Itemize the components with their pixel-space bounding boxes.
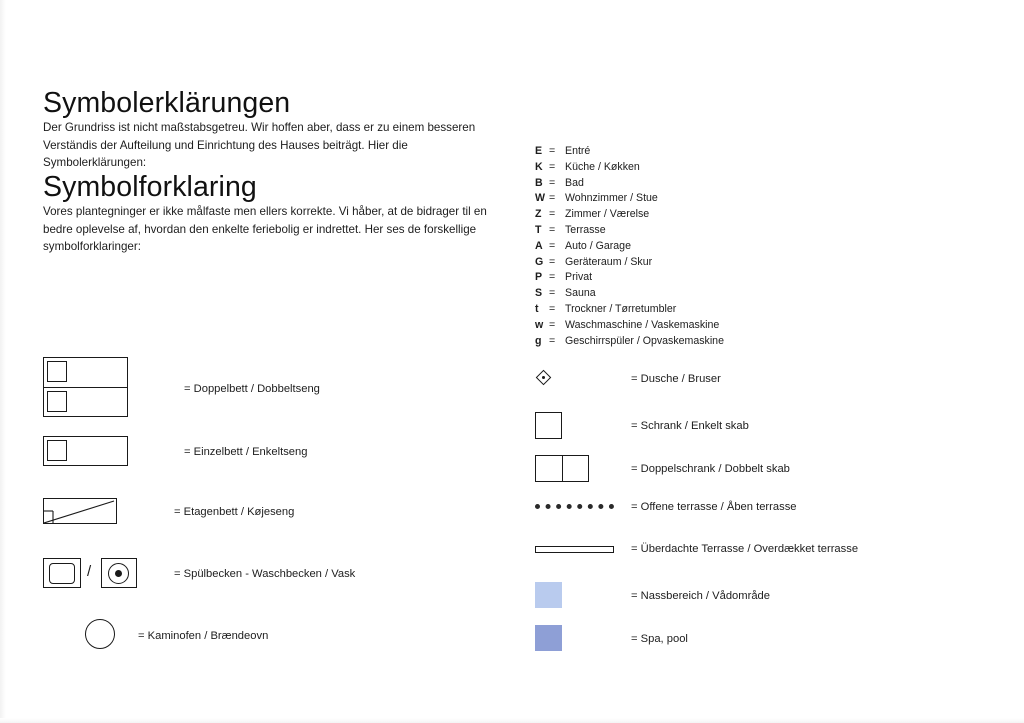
abbreviation-key: B	[535, 176, 543, 189]
legend-item-label: = Nassbereich / Vådområde	[631, 590, 770, 602]
abbreviation-key: E	[535, 145, 543, 157]
abbreviation-equals: =	[549, 176, 556, 189]
spa-pool-swatch-icon	[535, 625, 562, 651]
abbreviation-row	[535, 177, 865, 193]
abbreviation-row	[535, 161, 865, 177]
abbreviation-value: Waschmaschine / Vaskemaskine	[565, 318, 720, 331]
abbreviation-value: Trockner / Tørretumbler	[565, 302, 677, 315]
sink-basin-shape	[49, 563, 75, 584]
sink-washbasin-icon	[43, 558, 163, 592]
page-title-german: Symbolerklärungen	[43, 87, 291, 119]
pillow-shape	[47, 440, 67, 461]
abbreviation-row	[535, 240, 865, 256]
abbreviation-key: K	[535, 160, 543, 173]
shower-drain-shape	[542, 376, 545, 379]
abbreviation-key: A	[535, 239, 543, 252]
single-bed-icon	[43, 436, 128, 466]
pillow-shape	[47, 361, 67, 382]
abbreviation-equals: =	[549, 239, 556, 252]
legend-item-label: = Offene terrasse / Åben terrasse	[631, 501, 797, 513]
abbreviation-value: Geräteraum / Skur	[565, 255, 653, 268]
abbreviation-value: Küche / Køkken	[565, 160, 640, 173]
abbreviation-value: Geschirrspüler / Opvaskemaskine	[565, 334, 724, 347]
cabinet-divider-line	[562, 456, 563, 481]
abbreviation-key: P	[535, 271, 543, 284]
intro-paragraph-danish: Vores plantegninger er ikke målfaste men ellers korrekte. Vi håber, at de bidrager til en bedre oplevelse af, hvordan den enkelte feriebolig er indrettet. Her ses de forskellige symbolforklaringer:	[43, 205, 487, 254]
abbreviation-row	[535, 287, 865, 303]
legend-item-label: = Spa, pool	[631, 633, 688, 645]
legend-item-label: = Etagenbett / Køjeseng	[174, 506, 295, 518]
shower-icon	[538, 372, 553, 387]
abbreviation-key: S	[535, 287, 543, 300]
bunk-bed-icon	[43, 498, 117, 524]
intro-paragraph-german: Der Grundriss ist nicht maßstabsgetreu. Wir hoffen aber, dass er zu einem besseren Verständis der Aufteilung und Einrichtung des Hauses beiträgt. Hier die Symbolerklärungen:	[43, 121, 476, 170]
abbreviation-value: Terrasse	[565, 223, 606, 236]
abbreviation-equals: =	[549, 287, 556, 300]
double-cabinet-icon	[535, 455, 589, 482]
abbreviation-equals: =	[549, 318, 556, 331]
abbreviation-equals: =	[549, 302, 556, 315]
pillow-shape	[47, 391, 67, 412]
abbreviation-equals: =	[549, 255, 556, 268]
abbreviation-value: Entré	[565, 145, 591, 157]
abbreviation-key: W	[535, 192, 545, 205]
abbreviation-row	[535, 145, 865, 161]
abbreviation-value: Sauna	[565, 287, 596, 300]
single-cabinet-icon	[535, 412, 562, 439]
page-edge-left	[0, 0, 6, 723]
abbreviation-key: Z	[535, 208, 542, 221]
abbreviation-equals: =	[549, 208, 556, 221]
abbreviation-row	[535, 256, 865, 272]
fireplace-icon	[85, 619, 115, 649]
abbreviation-list	[535, 145, 865, 350]
legend-item-label: = Schrank / Enkelt skab	[631, 420, 749, 432]
abbreviation-row	[535, 224, 865, 240]
abbreviation-key: w	[535, 318, 544, 331]
legend-item-label: = Einzelbett / Enkeltseng	[184, 446, 308, 458]
abbreviation-equals: =	[549, 145, 556, 157]
abbreviation-key: g	[535, 334, 542, 347]
abbreviation-value: Bad	[565, 176, 584, 189]
covered-terrace-icon	[535, 546, 614, 553]
double-bed-icon	[43, 357, 128, 417]
abbreviation-row	[535, 192, 865, 208]
bunk-bed-diagonal	[44, 499, 117, 524]
abbreviation-row	[535, 271, 865, 287]
abbreviation-value: Wohnzimmer / Stue	[565, 192, 658, 205]
abbreviation-key: t	[535, 302, 539, 315]
abbreviation-value: Zimmer / Værelse	[565, 208, 650, 221]
legend-item-label: = Kaminofen / Brændeovn	[138, 630, 269, 642]
legend-item-label: = Spülbecken - Waschbecken / Vask	[174, 568, 356, 580]
abbreviation-equals: =	[549, 160, 556, 173]
legend-item-label: = Überdachte Terrasse / Overdækket terrasse	[631, 543, 859, 555]
separator-slash: /	[87, 563, 92, 580]
abbreviation-equals: =	[549, 271, 556, 284]
bed-divider-line	[44, 387, 127, 388]
abbreviation-row	[535, 335, 865, 351]
abbreviation-value: Privat	[565, 271, 593, 284]
washbasin-drain-shape	[115, 570, 122, 577]
page-title-danish: Symbolforklaring	[43, 170, 257, 203]
abbreviation-key: T	[535, 223, 542, 236]
sink-icon	[43, 558, 81, 588]
intro-text-block	[43, 88, 503, 256]
abbreviation-key: G	[535, 255, 544, 268]
abbreviation-row	[535, 208, 865, 224]
abbreviation-equals: =	[549, 334, 556, 347]
abbreviation-row	[535, 319, 865, 335]
page-edge-bottom	[0, 718, 1024, 723]
abbreviation-value: Auto / Garage	[565, 239, 631, 252]
legend-item-label: = Doppelbett / Dobbeltseng	[184, 383, 320, 395]
washbasin-icon	[101, 558, 137, 588]
abbreviation-row	[535, 303, 865, 319]
wet-area-swatch-icon	[535, 582, 562, 608]
legend-item-label: = Doppelschrank / Dobbelt skab	[631, 463, 790, 475]
open-terrace-icon	[535, 504, 614, 515]
legend-item-label: = Dusche / Bruser	[631, 373, 721, 385]
abbreviation-equals: =	[549, 192, 556, 205]
abbreviation-equals: =	[549, 223, 556, 236]
